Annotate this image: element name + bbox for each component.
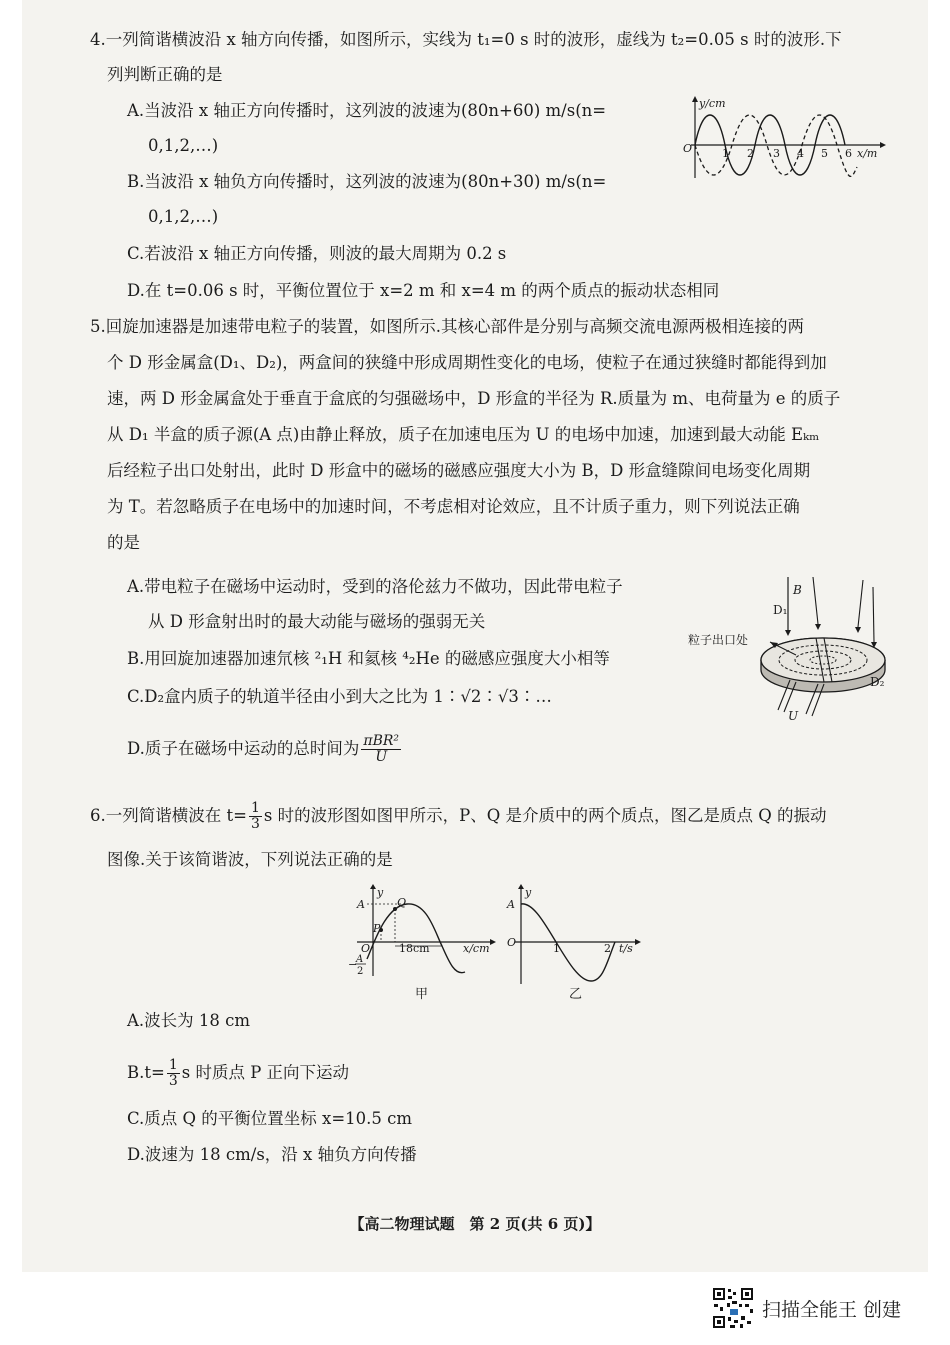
q6-yi-origin: O (507, 936, 517, 949)
q6-option-b-part2: s 时质点 P 正向下运动 (181, 1063, 350, 1082)
q5-option-a-line1: A.带电粒子在磁场中运动时，受到的洛伦兹力不做功，因此带电粒子 (127, 577, 623, 596)
q6-option-d: D.波速为 18 cm/s，沿 x 轴负方向传播 (127, 1145, 417, 1164)
q5-stem-line6: 为 T。若忽略质子在电场中的加速时间，不考虑相对论效应，且不计质子重力，则下列说法正确 (107, 497, 800, 516)
q6-option-b-part1: B.t= (127, 1063, 165, 1082)
q6-stem-part2: s 时的波形图如图甲所示，P、Q 是介质中的两个质点，图乙是质点 Q 的振动 (263, 806, 827, 825)
q4-fig-tick-5: 5 (821, 147, 828, 160)
q5-fig-label-d1: D₁ (773, 603, 788, 617)
q6-stem-line2: 图像.关于该简谐波，下列说法正确的是 (107, 850, 393, 869)
q4-wave-figure (675, 92, 895, 182)
q5-stem-line2: 个 D 形金属盒(D₁、D₂)，两盒间的狭缝中形成周期性变化的电场，使粒子在通过狭缝时都能得到加 (107, 353, 827, 372)
q4-stem-line1: 4.一列简谐横波沿 x 轴方向传播，如图所示，实线为 t₁=0 s 时的波形，虚线为 t₂=0.05 s 时的波形.下 (90, 30, 842, 49)
q4-option-a-line1: A.当波沿 x 轴正方向传播时，这列波的波速为(80n+60) m/s(n= (127, 101, 607, 120)
q6-option-c: C.质点 Q 的平衡位置坐标 x=10.5 cm (127, 1109, 413, 1128)
q4-fig-tick-3: 3 (773, 147, 780, 160)
q4-option-c: C.若波沿 x 轴正方向传播，则波的最大周期为 0.2 s (127, 244, 507, 263)
q4-option-a-line2: 0,1,2,…) (148, 136, 219, 155)
q6-jia-amp: A (357, 898, 365, 911)
q6-stem-denominator: 3 (250, 816, 260, 832)
qr-code-icon (712, 1287, 754, 1329)
q4-option-b-line1: B.当波沿 x 轴负方向传播时，这列波的波速为(80n+30) m/s(n= (127, 172, 607, 191)
page-footer: 【高二物理试题 第 2 页(共 6 页)】 (349, 1215, 601, 1233)
watermark-text: 扫描全能王 创建 (762, 1299, 902, 1321)
q4-option-d: D.在 t=0.06 s 时，平衡位置位于 x=2 m 和 x=4 m 的两个质点的振动状态相同 (127, 281, 720, 300)
q4-option-b-line2: 0,1,2,…) (148, 207, 219, 226)
q6-jia-neg-sign: − (348, 958, 358, 971)
q5-stem-line5: 后经粒子出口处射出，此时 D 形盒中的磁场的磁感应强度大小为 B，D 形盒缝隙间电场变化周期 (107, 461, 811, 480)
q5-cyclotron-figure (678, 572, 908, 722)
q6-jia-caption: 甲 (415, 987, 429, 1002)
q6-jia-dist: 18cm (399, 942, 430, 955)
q6-jia-xlabel: x/cm (463, 942, 490, 955)
q4-fig-tick-6: 6 (845, 147, 852, 160)
q5-option-a-line2: 从 D 形盒射出时的最大动能与磁场的强弱无关 (148, 612, 486, 631)
q4-fig-tick-4: 4 (797, 147, 804, 160)
q6-option-b-fraction (167, 1058, 180, 1089)
q4-fig-xlabel: x/m (857, 147, 878, 160)
q4-fig-tick-1: 1 (722, 147, 729, 160)
q5-d-denominator: U (375, 749, 388, 765)
q6-stem-numerator: 1 (250, 800, 260, 816)
q4-fig-origin: O (683, 142, 693, 155)
q6-b-denominator: 3 (168, 1073, 178, 1089)
q5-option-d (127, 734, 403, 765)
q6-option-a: A.波长为 18 cm (127, 1011, 251, 1030)
q6-jia-y: y (377, 886, 384, 899)
q5-fig-label-d2: D₂ (870, 675, 885, 689)
q5-stem-line7: 的是 (107, 533, 140, 552)
scanner-watermark (712, 1287, 922, 1329)
q6-stem-fraction (249, 801, 262, 832)
q4-fig-ylabel: y/cm (699, 97, 726, 110)
q6-yi-amp: A (507, 898, 515, 911)
q4-fig-tick-2: 2 (747, 147, 754, 160)
q5-option-d-fraction (361, 734, 401, 765)
q6-option-b (127, 1058, 349, 1089)
q5-option-d-text: D.质子在磁场中运动的总时间为 (127, 739, 360, 758)
q6-jia-half-den: 2 (357, 966, 364, 977)
q5-stem-line1: 5.回旋加速器是加速带电粒子的装置，如图所示.其核心部件是分别与高频交流电源两极相连接的两 (90, 317, 804, 336)
q6-yi-y: y (525, 886, 532, 899)
q6-figure-jia (345, 884, 500, 1004)
q6-jia-q: Q (397, 896, 407, 909)
q6-yi-t2: 2 (604, 942, 611, 955)
q5-fig-label-u: U (788, 709, 799, 722)
q6-jia-half-num: A (356, 954, 364, 965)
q5-stem-line4: 从 D₁ 半盒的质子源(A 点)由静止释放，质子在加速电压为 U 的电场中加速，加速到最大动能 Eₖₘ (107, 425, 820, 444)
q6-yi-tlabel: t/s (619, 942, 633, 955)
q6-yi-caption: 乙 (569, 987, 583, 1002)
q6-b-numerator: 1 (168, 1057, 178, 1073)
q6-stem-line1 (90, 801, 826, 832)
q5-option-b: B.用回旋加速器加速氘核 ²₁H 和氦核 ⁴₂He 的磁感应强度大小相等 (127, 649, 610, 668)
q6-jia-origin: O (361, 942, 371, 955)
q5-option-c: C.D₂盒内质子的轨道半径由小到大之比为 1∶√2∶√3∶… (127, 687, 552, 706)
q4-stem-line2: 列判断正确的是 (107, 65, 223, 84)
q6-yi-t1: 1 (553, 942, 560, 955)
q6-jia-p: P (373, 922, 381, 935)
q6-stem-part1: 6.一列简谐横波在 t= (90, 806, 247, 825)
q5-d-numerator: πBR² (363, 733, 400, 749)
q5-fig-label-exit: 粒子出口处 (688, 633, 749, 647)
q5-stem-line3: 速，两 D 形金属盒处于垂直于盒底的匀强磁场中，D 形盒的半径为 R.质量为 m、电荷量为 e 的质子 (107, 389, 841, 408)
q6-figure-yi (497, 884, 647, 1004)
q5-fig-label-b: B (793, 583, 802, 597)
